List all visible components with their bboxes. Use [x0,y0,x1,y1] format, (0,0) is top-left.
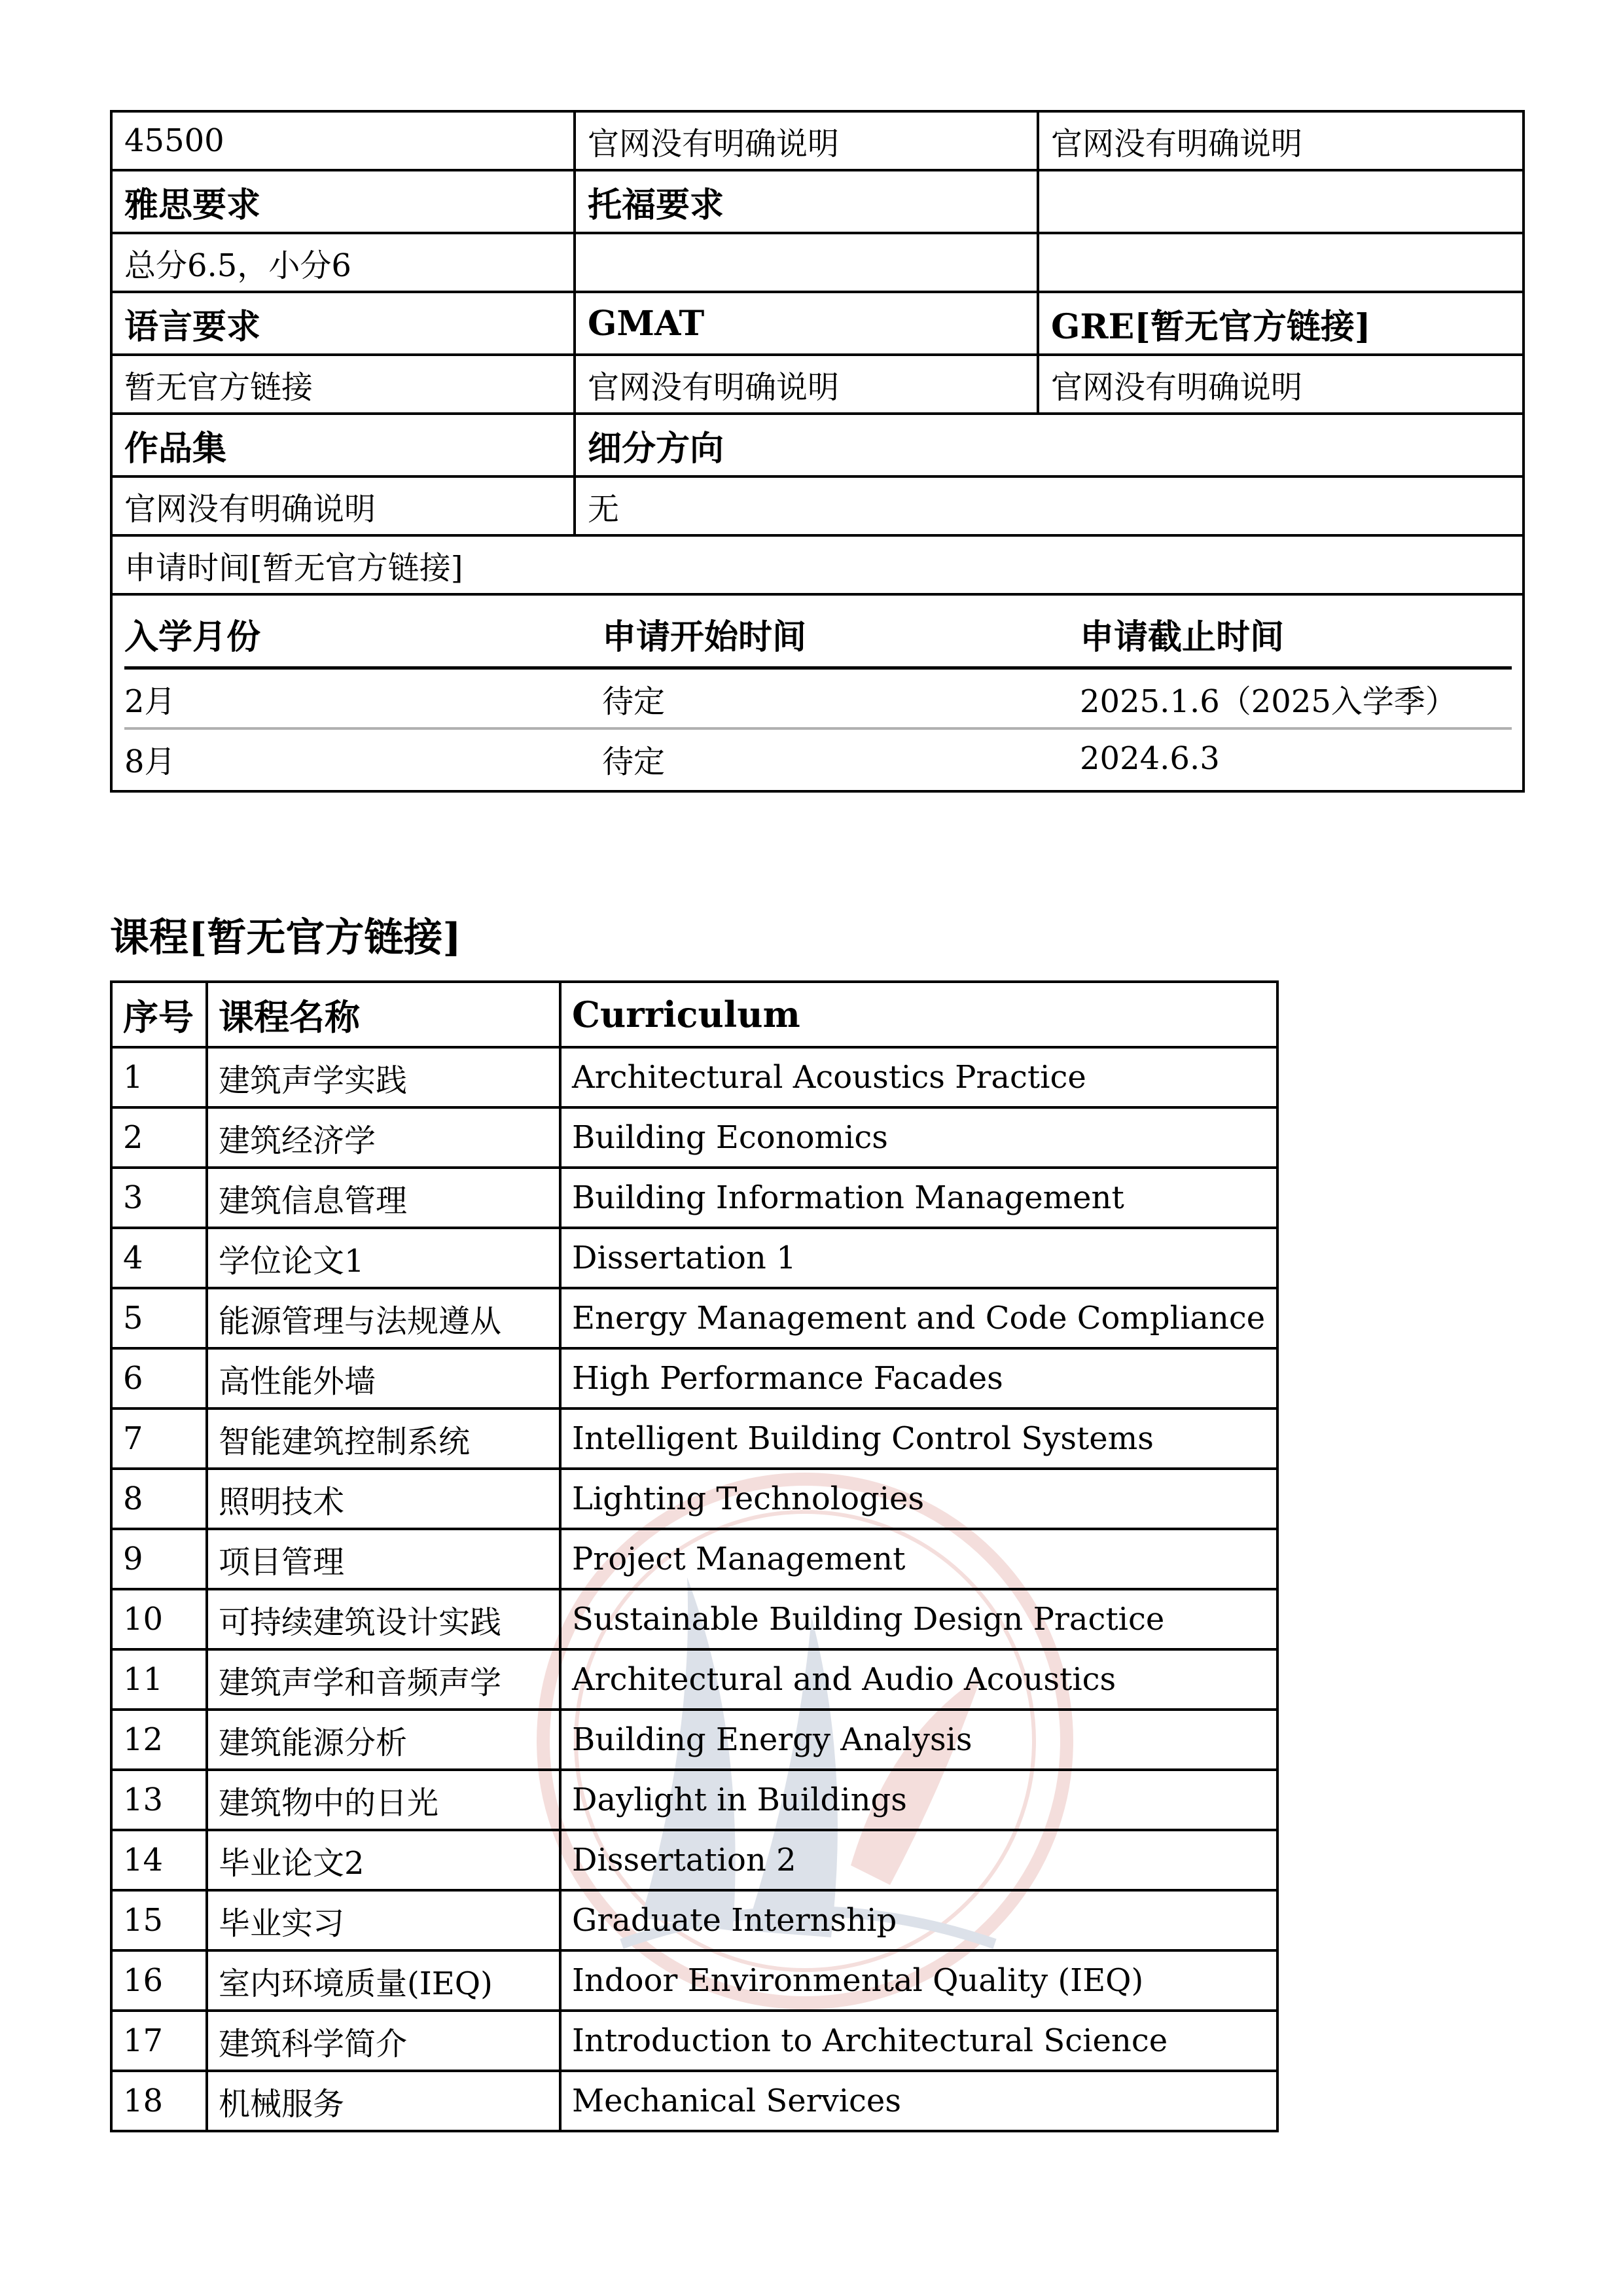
course-row [111,1950,1277,2011]
course-index: 10 [111,1589,207,1649]
portfolio-label: 作品集 [111,414,575,476]
gre-value: 官网没有明确说明 [1038,355,1524,414]
course-name-cn: 室内环境质量(IEQ) [207,1950,560,2011]
ielts-value: 总分6.5，小分6 [111,233,575,292]
course-name-cn: 建筑物中的日光 [207,1770,560,1830]
header-index: 序号 [111,982,207,1047]
course-name-cn: 毕业论文2 [207,1830,560,1890]
course-row [111,1830,1277,1890]
course-index: 14 [111,1830,207,1890]
course-index: 4 [111,1228,207,1288]
header-curriculum: Curriculum [560,982,1277,1047]
gmat-value: 官网没有明确说明 [575,355,1038,414]
course-section-title: 课程[暂无官方链接] [110,915,461,961]
course-name-en: Architectural and Audio Acoustics [560,1649,1277,1710]
course-body [111,1047,1277,2131]
course-row [111,2071,1277,2131]
course-name-en: Indoor Environmental Quality (IEQ) [560,1950,1277,2011]
course-index: 16 [111,1950,207,2011]
course-index: 7 [111,1408,207,1469]
course-row [111,1408,1277,1469]
course-row [111,1529,1277,1589]
language-value: 暂无官方链接 [111,355,575,414]
course-row [111,1890,1277,1950]
schedule-open: 待定 [602,743,666,780]
course-name-en: Daylight in Buildings [560,1770,1277,1830]
course-index: 12 [111,1710,207,1770]
course-name-en: Architectural Acoustics Practice [560,1047,1277,1107]
course-name-en: Project Management [560,1529,1277,1589]
schedule-intake: 8月 [124,743,176,780]
schedule-header-deadline: 申请截止时间 [1080,601,1512,668]
course-row [111,1589,1277,1649]
direction-value: 无 [575,476,1524,535]
course-index: 3 [111,1168,207,1228]
course-row [111,1047,1277,1107]
language-header-row [111,292,1524,355]
schedule-header-row [124,601,1512,668]
schedule-open: 待定 [602,668,1080,729]
course-name-cn: 高性能外墙 [207,1348,560,1408]
course-index: 11 [111,1649,207,1710]
course-index: 13 [111,1770,207,1830]
course-row [111,1469,1277,1529]
course-name-en: Intelligent Building Control Systems [560,1408,1277,1469]
program-info-table [110,110,1525,793]
schedule-header-intake: 入学月份 [124,601,602,668]
schedule-deadline: 2024.6.3 [1080,740,1220,777]
empty-value-cell [1038,233,1524,292]
course-name-en: Mechanical Services [560,2071,1277,2131]
fee-row [111,111,1524,170]
course-name-cn: 智能建筑控制系统 [207,1408,560,1469]
course-name-en: High Performance Facades [560,1348,1277,1408]
course-index: 8 [111,1469,207,1529]
course-name-cn: 建筑科学简介 [207,2011,560,2071]
course-row [111,1710,1277,1770]
test-header-row [111,170,1524,233]
course-index: 6 [111,1348,207,1408]
course-index: 2 [111,1107,207,1168]
schedule-header-open: 申请开始时间 [602,601,1080,668]
course-name-en: Energy Management and Code Compliance [560,1288,1277,1348]
course-row [111,1107,1277,1168]
course-row [111,1288,1277,1348]
apply-time-row [111,535,1524,594]
course-name-cn: 建筑经济学 [207,1107,560,1168]
course-row [111,1348,1277,1408]
course-name-cn: 学位论文1 [207,1228,560,1288]
course-index: 5 [111,1288,207,1348]
course-name-en: Dissertation 1 [560,1228,1277,1288]
course-name-cn: 照明技术 [207,1469,560,1529]
portfolio-header-row [111,414,1524,476]
course-name-cn: 建筑声学和音频声学 [207,1649,560,1710]
course-row [111,1649,1277,1710]
portfolio-value-row [111,476,1524,535]
schedule-intake: 2月 [124,668,602,729]
course-name-en: Building Information Management [560,1168,1277,1228]
course-name-en: Dissertation 2 [560,1830,1277,1890]
course-name-cn: 能源管理与法规遵从 [207,1288,560,1348]
course-index: 17 [111,2011,207,2071]
portfolio-value: 官网没有明确说明 [111,476,575,535]
ielts-label: 雅思要求 [111,170,575,233]
course-name-en: Building Economics [560,1107,1277,1168]
course-name-cn: 建筑能源分析 [207,1710,560,1770]
course-name-en: Introduction to Architectural Science [560,2011,1277,2071]
course-name-cn: 项目管理 [207,1529,560,1589]
header-course-name: 课程名称 [207,982,560,1047]
course-row [111,1228,1277,1288]
course-name-en: Sustainable Building Design Practice [560,1589,1277,1649]
course-index: 1 [111,1047,207,1107]
schedule-row-feb [124,668,1512,729]
apply-time-label: 申请时间[暂无官方链接] [111,535,1524,594]
course-name-cn: 建筑声学实践 [207,1047,560,1107]
toefl-label: 托福要求 [575,170,1038,233]
language-label: 语言要求 [111,292,575,355]
course-name-cn: 机械服务 [207,2071,560,2131]
course-name-cn: 可持续建筑设计实践 [207,1589,560,1649]
toefl-value [575,233,1038,292]
course-header-row [111,982,1277,1047]
course-row [111,2011,1277,2071]
tuition-value: 45500 [111,111,575,170]
course-table [110,980,1279,2132]
course-row [111,1168,1277,1228]
course-index: 9 [111,1529,207,1589]
schedule-deadline: 2025.1.6（2025入学季） [1080,668,1512,729]
course-name-cn: 毕业实习 [207,1890,560,1950]
course-index: 15 [111,1890,207,1950]
schedule-table [124,601,1512,787]
schedule-row [111,594,1524,791]
course-name-en: Graduate Internship [560,1890,1277,1950]
fee-note-1: 官网没有明确说明 [575,111,1038,170]
course-index: 18 [111,2071,207,2131]
empty-header-cell [1038,170,1524,233]
schedule-cell [111,594,1524,791]
course-name-en: Building Energy Analysis [560,1710,1277,1770]
fee-note-2: 官网没有明确说明 [1038,111,1524,170]
schedule-row-aug [124,728,1512,787]
course-name-cn: 建筑信息管理 [207,1168,560,1228]
direction-label: 细分方向 [575,414,1524,476]
language-value-row [111,355,1524,414]
gre-label: GRE[暂无官方链接] [1038,292,1524,355]
course-row [111,1770,1277,1830]
gmat-label: GMAT [575,292,1038,355]
course-name-en: Lighting Technologies [560,1469,1277,1529]
test-value-row [111,233,1524,292]
